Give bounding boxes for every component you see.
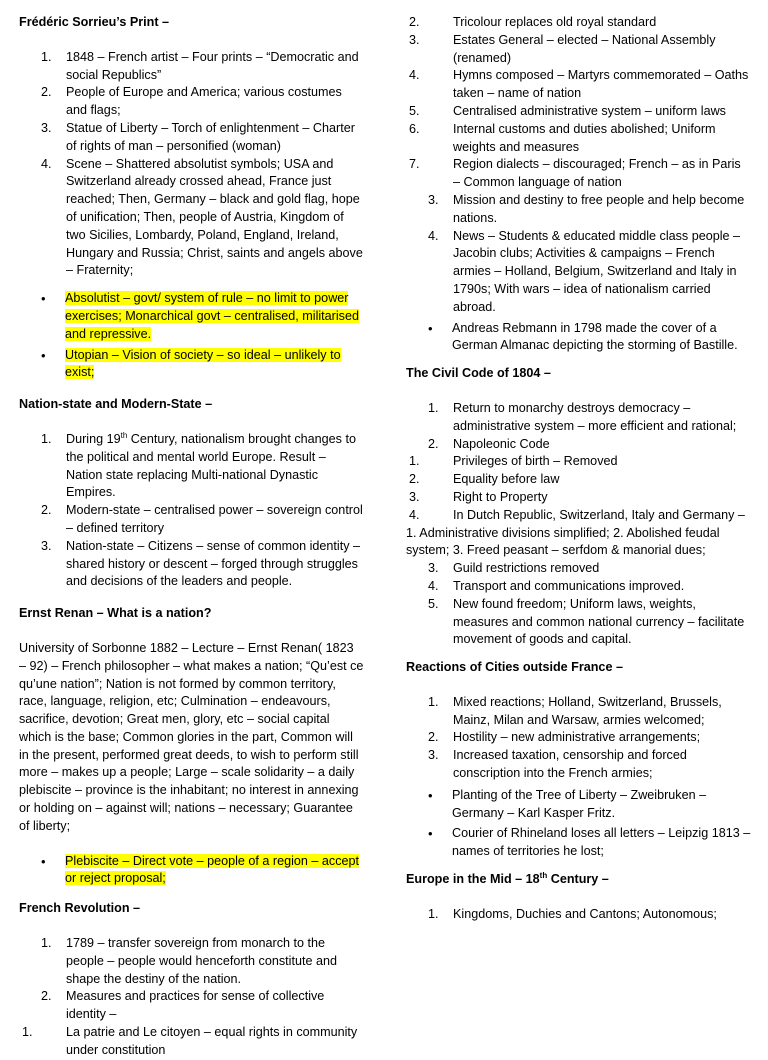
- list-item: 5. New found freedom; Uniform laws, weights, measures and common national currency – facilitate movement of goods and capital.: [428, 596, 745, 647]
- sublist-item: 5. Centralised administrative system – uniform laws: [409, 103, 726, 118]
- section-heading-french-revolution: French Revolution –: [19, 901, 141, 916]
- napoleonic-code-sublist: [406, 453, 751, 506]
- list-item: • Andreas Rebmann in 1798 made the cover of a German Almanac depicting the storming of Bastille.: [428, 320, 738, 353]
- plebiscite-definition: Plebiscite – Direct vote – people of a region – accept or reject proposal;: [65, 853, 360, 886]
- section-heading-reactions: Reactions of Cities outside France –: [406, 660, 623, 675]
- list-item: 3. Guild restrictions removed: [428, 561, 600, 576]
- sublist-item: 7. Region dialects – discouraged; French – as in Paris – Common language of nation: [409, 157, 741, 190]
- reactions-list: [406, 694, 751, 783]
- list-item: 3. Mission and destiny to free people and help become nations.: [428, 192, 745, 225]
- sublist-item: 2. Equality before law: [409, 472, 560, 487]
- sublist-item: 4. In Dutch Republic, Switzerland, Italy and Germany – 1. Administrative divisions simplified; 2. Abolished feudal system; 3. Freed peasant – serfdom & manorial dues;: [406, 507, 745, 558]
- left-column: [19, 14, 364, 1060]
- list-item: 4. Scene – Shattered absolutist symbols; USA and Switzerland already crossed ahead, France just reached; Then, Germany – black and gold flag, hope of unification; Then, people of Austria, Kingdom of two Sicilies, Lombardy, Poland, England, Ireland, Hungary and Russia; Christ, saints and angels above – Fraternity;: [41, 156, 363, 278]
- collective-identity-sublist-continued: [406, 14, 751, 192]
- sublist-item: 1. La patrie and Le citoyen – equal rights in community under constitution: [22, 1025, 358, 1057]
- section-heading-nation-state: Nation-state and Modern-State –: [19, 397, 213, 412]
- list-item: 1. Return to monarchy destroys democracy – administrative system – more efficient and rational;: [428, 400, 737, 433]
- list-item: 1. Kingdoms, Duchies and Cantons; Autonomous;: [428, 906, 717, 921]
- utopian-definition: Utopian – Vision of society – so ideal – unlikely to exist;: [65, 347, 341, 380]
- highlighted-bullet: • Utopian – Vision of society – so ideal – unlikely to exist;: [41, 347, 341, 380]
- sublist-item: 3. Right to Property: [409, 489, 548, 504]
- right-column: [406, 14, 751, 934]
- napoleonic-code-sublist-wrap: [406, 507, 751, 560]
- section-heading-europe-mid-18th: Europe in the Mid – 18th Century –: [406, 870, 609, 887]
- list-item: 1. Mixed reactions; Holland, Switzerland, Brussels, Mainz, Milan and Warsaw, armies welcomed;: [428, 694, 722, 727]
- sublist-item: 2. Tricolour replaces old royal standard: [409, 15, 657, 29]
- list-item: 2. People of Europe and America; various costumes and flags;: [41, 85, 342, 118]
- section-heading-sorrieu: Frédéric Sorrieu’s Print –: [19, 15, 170, 29]
- list-item: 4. News – Students & educated middle class people – Jacobin clubs; Activities & campaigns – French armies – Holland, Belgium, Switzerland and Italy in 1790s; With wars – idea of nationalism carried abroad.: [428, 228, 741, 314]
- sublist-item: 1. Privileges of birth – Removed: [409, 454, 618, 469]
- definition-bullets: [19, 290, 364, 382]
- collective-identity-sublist: [19, 1024, 364, 1060]
- rebmann-bullet-list: [406, 320, 751, 356]
- list-item: 3. Statue of Liberty – Torch of enlightenment – Charter of rights of man – personified (woman): [41, 120, 355, 153]
- sublist-item: 3. Estates General – elected – National Assembly (renamed): [409, 32, 716, 65]
- section-heading-civil-code: The Civil Code of 1804 –: [406, 366, 551, 381]
- list-item: 1. 1789 – transfer sovereign from monarch to the people – people would henceforth constitute and shape the destiny of the nation.: [41, 936, 337, 986]
- nation-state-list: [19, 431, 364, 591]
- list-item: 4. Transport and communications improved.: [428, 578, 685, 593]
- list-item: 1. During 19th Century, nationalism brought changes to the political and mental world Europe. Result – Nation state replacing Multi-national Dynastic Empires.: [41, 430, 356, 500]
- list-item: 1. 1848 – French artist – Four prints – “Democratic and social Republics”: [41, 49, 359, 82]
- list-item: 2. Napoleonic Code: [428, 436, 550, 451]
- list-item: 3. Increased taxation, censorship and forced conscription into the French armies;: [428, 748, 687, 781]
- list-item: 3. Nation-state – Citizens – sense of common identity – shared history or descent – forged through struggles and decisions of the leaders and people.: [41, 538, 360, 589]
- sorrieu-list: [19, 49, 364, 280]
- french-revolution-list: [19, 935, 364, 1024]
- reactions-bullets: [406, 787, 751, 861]
- renan-paragraph: University of Sorbonne 1882 – Lecture – Ernst Renan( 1823 – 92) – French philosopher – what makes a nation; “Qu’est ce qu’une nation”; Nation is not formed by common territory, race, language, religion, etc; Culmination – endeavours, sacrifice, devotion; Great men, glory, etc – social capital which is the base; Common glories in the part, Common will in the present, performed great deeds, to wish to perform still more – makes up a people; Large – scale solidarity – a daily plebiscite – province is the inhabitant; no interest in annexing or holding on – against will; nations – necessary; Guarantee of liberty;: [19, 640, 364, 833]
- sublist-item: 4. Hymns composed – Martyrs commemorated – Oaths taken – name of nation: [409, 68, 749, 101]
- civil-code-list: [406, 400, 751, 453]
- list-item: • Courier of Rhineland loses all letters – Leipzig 1813 – names of territories he lost;: [428, 826, 751, 859]
- list-item: • Planting of the Tree of Liberty – Zweibruken – Germany – Karl Kasper Fritz.: [428, 787, 707, 820]
- section-heading-renan: Ernst Renan – What is a nation?: [19, 606, 212, 621]
- list-item: 2. Modern-state – centralised power – sovereign control – defined territory: [41, 503, 363, 535]
- plebiscite-bullet-list: [19, 853, 364, 889]
- list-item: 2. Measures and practices for sense of collective identity –: [41, 989, 325, 1022]
- highlighted-bullet: • Plebiscite – Direct vote – people of a region – accept or reject proposal;: [41, 853, 360, 886]
- french-revolution-list-continued: [406, 192, 751, 317]
- civil-code-list-continued: [406, 560, 751, 649]
- highlighted-bullet: • Absolutist – govt/ system of rule – no limit to power exercises; Monarchical govt – centralised, militarised and repressive.: [41, 291, 359, 341]
- list-item: 2. Hostility – new administrative arrangements;: [428, 730, 701, 745]
- absolutist-definition: Absolutist – govt/ system of rule – no limit to power exercises; Monarchical govt – centralised, militarised and repressive.: [65, 291, 359, 341]
- europe-list: [406, 906, 751, 924]
- sublist-item: 6. Internal customs and duties abolished; Uniform weights and measures: [409, 121, 716, 154]
